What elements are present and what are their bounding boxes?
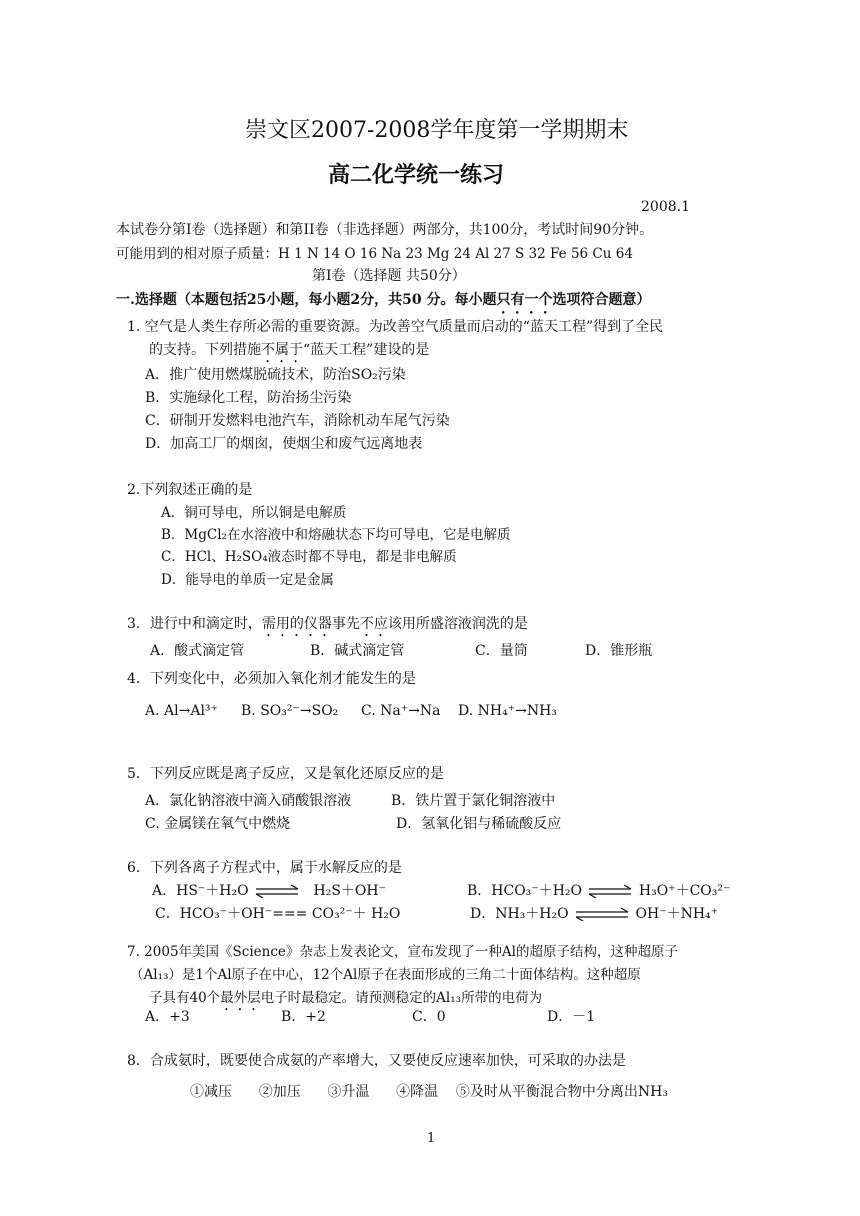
exam-title: 崇文区2007-2008学年度第一学期期末 xyxy=(245,118,629,143)
q6-option-b-left: B．HCO₃⁻＋H₂O xyxy=(467,883,582,899)
part-one-heading: 第Ⅰ卷（选择题 共50分） xyxy=(312,268,466,284)
q3-stem-emphasis: 需用的仪器 xyxy=(261,616,332,632)
q4-stem: 4．下列变化中，必须加入氧化剂才能发生的是 xyxy=(127,671,416,687)
q4-option-a: A. Al→Al³⁺ xyxy=(145,703,218,719)
equilibrium-arrow-icon xyxy=(587,884,633,898)
section-heading-text: 一.选择题（本题包括25小题，每小题2分，共50 分。每小题 xyxy=(116,292,497,308)
q6-stem: 6．下列各离子方程式中，属于水解反应的是 xyxy=(127,860,402,876)
q1-option-d: D．加高工厂的烟囱，使烟尘和废气远离地表 xyxy=(145,436,423,452)
q4-option-d: D. NH₄⁺→NH₃ xyxy=(458,703,557,719)
q5-stem: 5．下列反应既是离子反应，又是氧化还原反应的是 xyxy=(127,766,444,782)
exam-subtitle: 高二化学统一练习 xyxy=(328,162,505,188)
q5-option-d: D．氢氧化铝与稀硫酸反应 xyxy=(396,816,562,832)
q3-option-a: A．酸式滴定管 xyxy=(150,643,245,659)
q6-option-d-left: D．NH₃＋H₂O xyxy=(470,906,569,922)
q2-stem: 2.下列叙述正确的是 xyxy=(127,482,253,498)
q3-option-b: B．碱式滴定管 xyxy=(310,643,405,659)
q3-option-d: D．锥形瓶 xyxy=(585,643,653,659)
q1-option-a: A．推广使用燃煤脱硫技术，防治SO₂污染 xyxy=(145,367,406,383)
page-number: 1 xyxy=(427,1131,436,1146)
q6-option-a-left: A．HS⁻＋H₂O xyxy=(152,883,249,899)
q5-option-b: B．铁片置于氯化铜溶液中 xyxy=(391,793,556,809)
q2-option-b: B．MgCl₂在水溶液中和熔融状态下均可导电，它是电解质 xyxy=(161,527,511,543)
q1-stem-emphasis: 不属于 xyxy=(261,342,303,358)
q7-option-a: A．+3 xyxy=(145,1009,190,1025)
q6-option-b-right: H₃O⁺＋CO₃²⁻ xyxy=(638,883,731,899)
q7-stem-tail: 电子时最稳定。请预测稳定的Al₁₃所带的电荷为 xyxy=(260,990,543,1006)
q6-option-a-right: H₂S＋OH⁻ xyxy=(313,883,387,899)
q1-option-c: C．研制开发燃料电池汽车，消除机动车尾气污染 xyxy=(145,413,450,429)
q7-option-d: D．－1 xyxy=(547,1009,596,1025)
q7-stem-emphasis: 最外层 xyxy=(220,990,261,1006)
q8-stem: 8．合成氨时，既要使合成氨的产率增大，又要使反应速率加快，可采取的办法是 xyxy=(127,1053,626,1069)
q7-stem: 7. 2005年美国《Science》杂志上发表论文，宣布发现了一种Al的超原子结构，这种超原子 xyxy=(127,944,678,960)
atomic-mass-line: 可能用到的相对原子质量：H 1 N 14 O 16 Na 23 Mg 24 Al 27 S 32 Fe 56 Cu 64 xyxy=(116,246,633,262)
q7-stem-text: 子具有40个 xyxy=(149,990,221,1006)
q6-option-c: C．HCO₃⁻＋OH⁻=== CO₃²⁻＋ H₂O xyxy=(155,906,401,922)
exam-date: 2008.1 xyxy=(641,199,690,215)
q3-stem-tail: 该用所盛溶液润洗的是 xyxy=(387,616,528,632)
section-heading-emphasis: 只有一个 xyxy=(496,292,553,308)
q7-stem-line2: （Al₁₃）是1个Al原子在中心，12个Al原子在表面形成的三角二十面体结构。这种超原 xyxy=(130,967,641,983)
q1-option-b: B．实施绿化工程，防治扬尘污染 xyxy=(145,390,352,406)
q3-stem-emphasis-2: 不应 xyxy=(359,616,388,632)
q2-option-a: A．铜可导电，所以铜是电解质 xyxy=(161,505,347,521)
q3-stem xyxy=(127,613,528,640)
equilibrium-arrow-icon xyxy=(574,907,630,921)
q8-options: ①减压 ②加压 ③升温 ④降温 ⑤及时从平衡混合物中分离出NH₃ xyxy=(190,1084,668,1100)
q7-option-b: B．+2 xyxy=(281,1009,326,1025)
exam-intro-line: 本试卷分第Ⅰ卷（选择题）和第II卷（非选择题）两部分，共100分，考试时间90分钟。 xyxy=(116,222,654,238)
q5-option-a: A．氯化钠溶液中滴入硝酸银溶液 xyxy=(145,793,352,809)
section-heading xyxy=(116,289,650,317)
q1-stem-tail: “蓝天工程”建设的是 xyxy=(303,342,430,358)
section-heading-tail: 选项符合题意） xyxy=(552,292,651,308)
q7-option-c: C．0 xyxy=(412,1009,446,1025)
q7-stem-line3 xyxy=(149,986,542,1014)
q6-option-b xyxy=(467,880,730,900)
q2-option-d: D．能导电的单质一定是金属 xyxy=(161,572,334,588)
q4-option-b: B. SO₃²⁻→SO₂ xyxy=(241,703,339,719)
q4-option-c: C. Na⁺→Na xyxy=(361,703,441,719)
q1-stem-text: 的支持。下列措施 xyxy=(149,342,261,358)
equilibrium-arrow-icon xyxy=(254,884,300,898)
q6-option-d-right: OH⁻＋NH₄⁺ xyxy=(635,906,719,922)
q6-option-d xyxy=(470,903,718,923)
q1-stem-line2 xyxy=(149,339,429,366)
q3-option-c: C．量筒 xyxy=(475,643,528,659)
q5-option-c: C. 金属镁在氧气中燃烧 xyxy=(145,816,291,832)
q3-stem-text: 3．进行中和滴定时， xyxy=(127,616,262,632)
q6-option-a xyxy=(152,880,386,900)
q3-stem-mid: 事先 xyxy=(331,616,360,632)
q1-stem: 1. 空气是人类生存所必需的重要资源。为改善空气质量而启动的“蓝天工程”得到了全民 xyxy=(127,319,664,335)
q2-option-c: C．HCl、H₂SO₄液态时都不导电，都是非电解质 xyxy=(161,549,457,565)
